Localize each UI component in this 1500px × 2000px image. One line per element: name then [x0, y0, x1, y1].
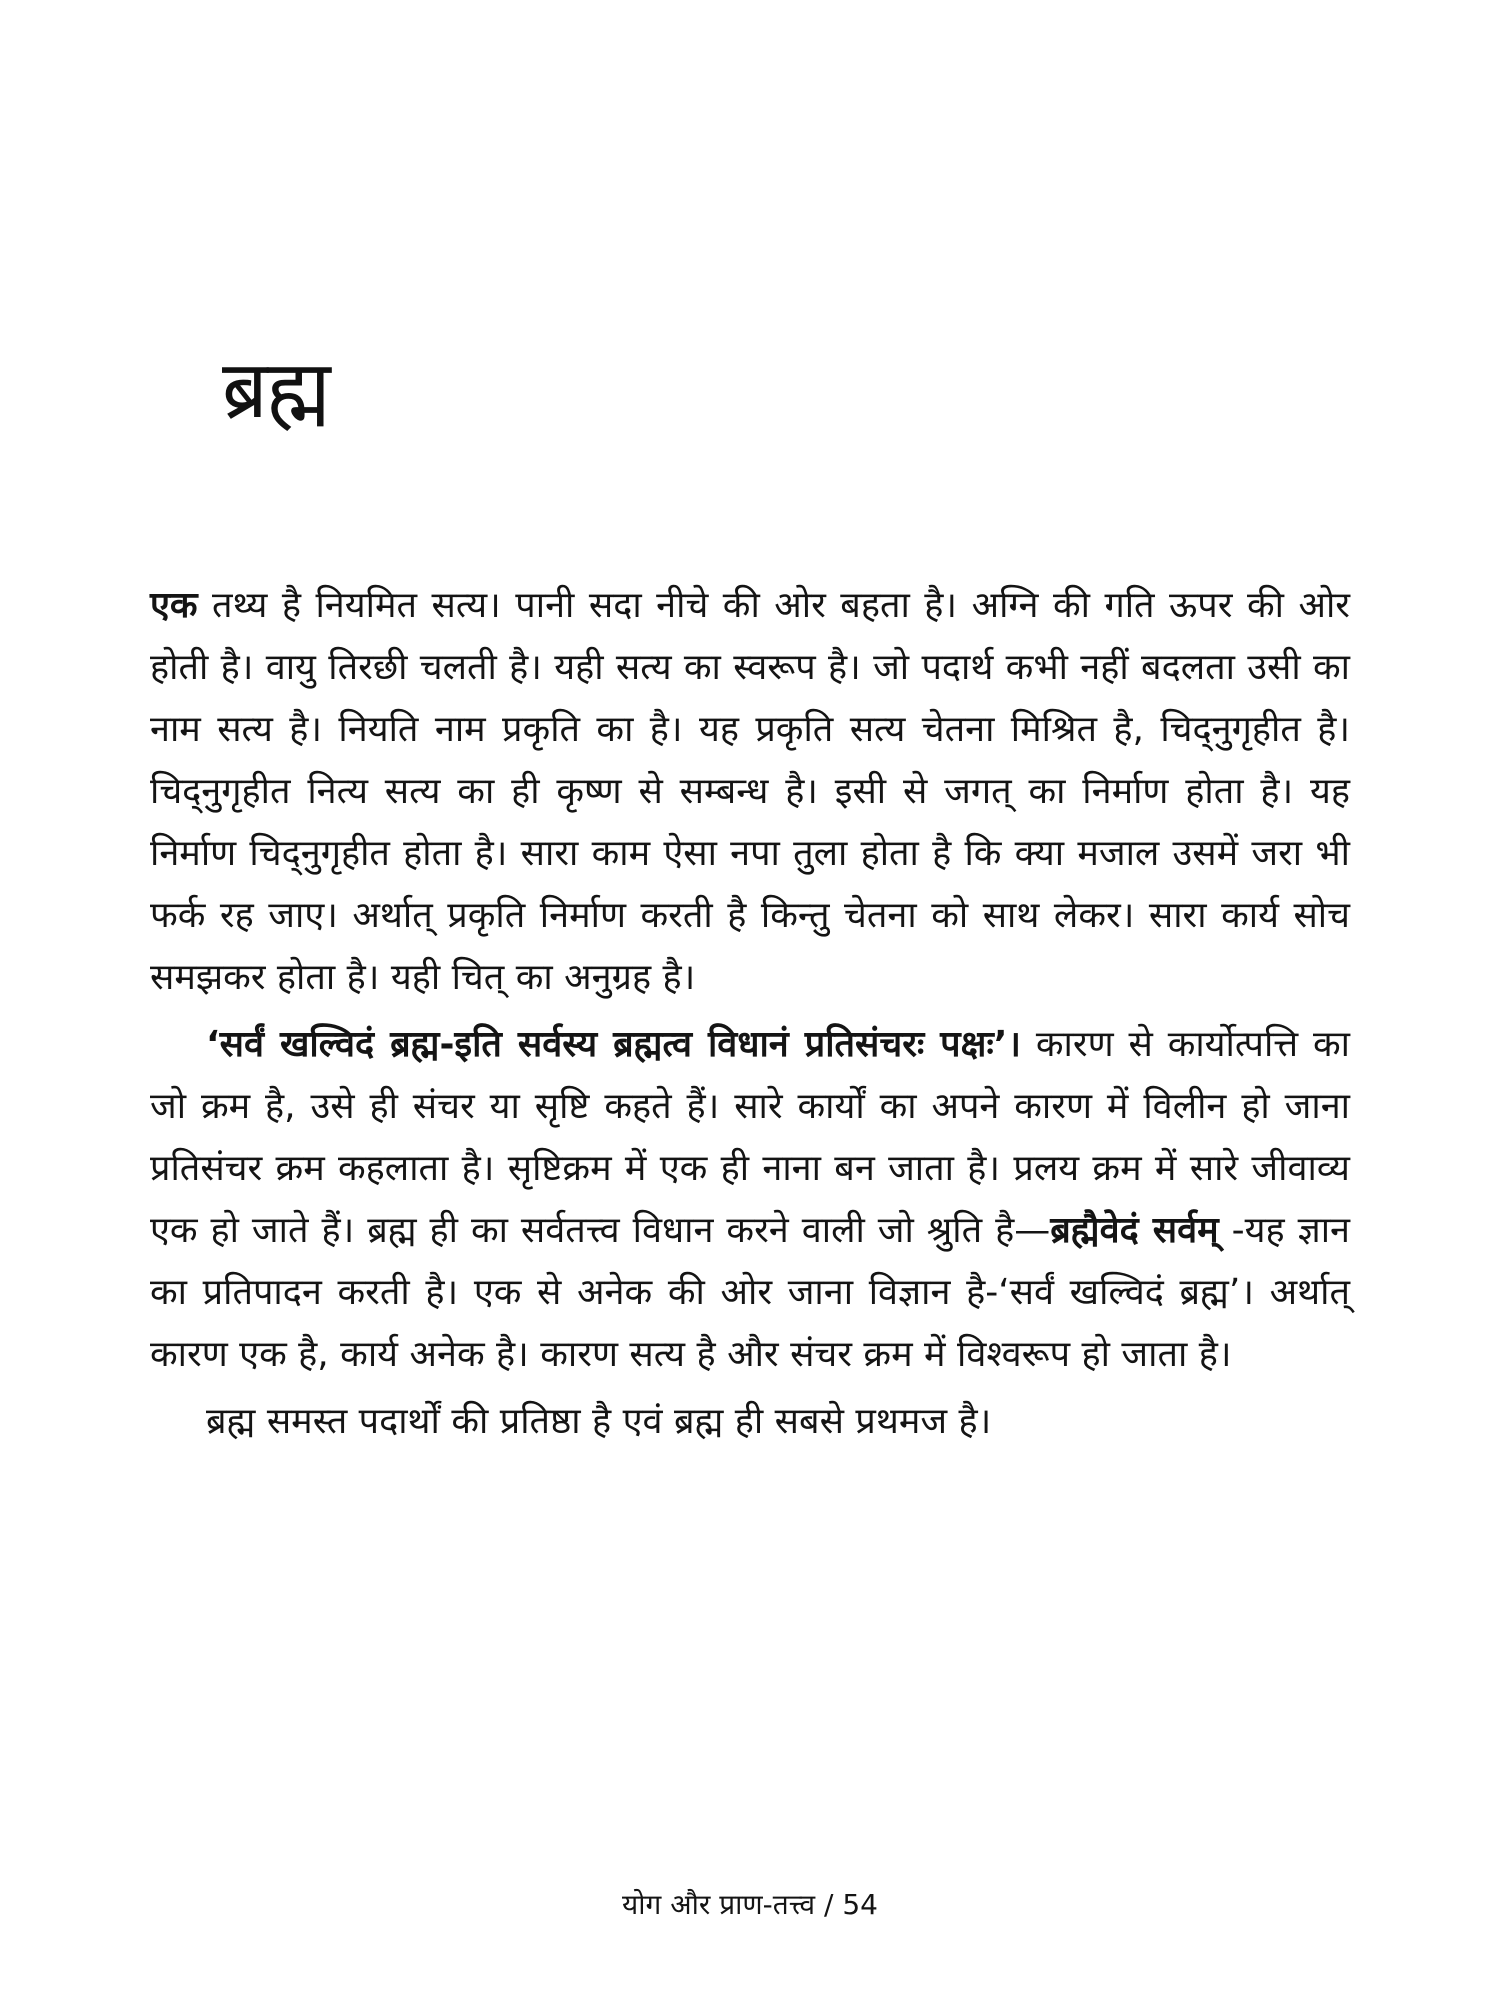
page-number: 54 — [842, 1888, 878, 1921]
paragraph-1-text: तथ्य है नियमित सत्य। पानी सदा नीचे की ओर बहता है। अग्नि की गति ऊपर की ओर होती है। वायु तिरछी चलती है। यही सत्य का स्वरूप है। जो पदार्थ कभी नहीं बदलता उसी का नाम सत्य है। नियति नाम प्रकृति का है। यह प्रकृति सत्य चेतना मिश्रित है, चिद्नुगृहीत है। चिद्नुगृहीत नित्य सत्य का ही कृष्ण से सम्बन्ध है। इसी से जगत् का निर्माण होता है। यह निर्माण चिद्नुगृहीत होता है। सारा काम ऐसा नपा तुला होता है कि क्या मजाल उसमें जरा भी फर्क रह जाए। अर्थात् प्रकृति निर्माण करती है किन्तु चेतना को साथ लेकर। सारा कार्य सोच समझकर होता है। यही चित् का अनुग्रह है। — [150, 585, 1350, 998]
paragraph-1 — [150, 575, 1350, 1009]
running-title: योग और प्राण-तत्त्व — [622, 1888, 816, 1921]
paragraph-2-text-before: कारण से कार्योत्पत्ति का जो क्रम है, उसे ही संचर या सृष्टि कहते हैं। सारे कार्यों का अपने कारण में विलीन हो जाना प्रतिसंचर क्रम कहलाता है। सृष्टिक्रम में एक ही नाना बन जाता है। प्रलय क्रम में सारे जीवाव्य एक हो जाते हैं। ब्रह्म ही का सर्वतत्त्व विधान करने वाली जो श्रुति है— — [150, 1024, 1350, 1251]
paragraph-2-text-after: -यह ज्ञान का प्रतिपादन करती है। एक से अनेक की ओर जाना विज्ञान है-‘सर्वं खल्विदं ब्रह्म’। अर्थात् कारण एक है, कार्य अनेक है। कारण सत्य है और संचर क्रम में विश्वरूप हो जाता है। — [150, 1210, 1350, 1375]
footer-separator: / — [815, 1888, 843, 1921]
chapter-title: ब्रह्म — [222, 343, 330, 436]
body-text — [150, 575, 1350, 1453]
sanskrit-emphasis: ब्रह्मैवेदं सर्वम् — [1050, 1210, 1219, 1251]
paragraph-2 — [150, 1014, 1350, 1386]
sanskrit-quote: ‘सर्वं खल्विदं ब्रह्म-इति सर्वस्य ब्रह्मत्व विधानं प्रतिसंचरः पक्षः’। — [206, 1024, 1022, 1065]
page-footer — [0, 1885, 1500, 1925]
paragraph-3-text: ब्रह्म समस्त पदार्थों की प्रतिष्ठा है एवं ब्रह्म ही सबसे प्रथमज है। — [206, 1401, 992, 1442]
paragraph-1-lead-word: एक — [150, 585, 198, 626]
paragraph-3 — [150, 1391, 1350, 1453]
